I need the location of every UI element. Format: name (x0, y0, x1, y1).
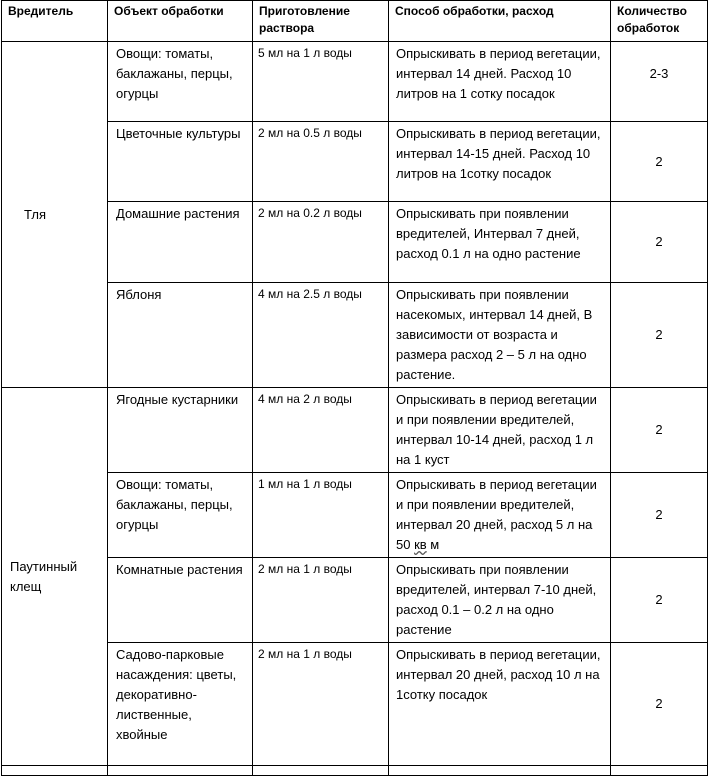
method-cell: Опрыскивать в период вегетации, интервал 14-15 дней. Расход 10 литров на 1сотку посадок (389, 122, 611, 202)
header-count: Количество обработок (611, 1, 708, 42)
object-cell: Овощи: томаты, баклажаны, перцы, огурцы (108, 473, 253, 558)
table-row (2, 388, 708, 473)
preparation-cell: 4 мл на 2.5 л воды (253, 283, 389, 388)
preparation-cell: 2 мл на 0.2 л воды (253, 202, 389, 283)
method-cell: Опрыскивать при появлении насекомых, интервал 14 дней, В зависимости от возраста и размера расход 2 – 5 л на одно растение. (389, 283, 611, 388)
table-row (2, 473, 708, 558)
table-row (2, 558, 708, 643)
object-cell: Комнатные растения (108, 558, 253, 643)
method-cell: Опрыскивать в период вегетации и при появлении вредителей, интервал 10-14 дней, расход 1 л на 1 куст (389, 388, 611, 473)
count-cell: 2 (611, 122, 708, 202)
preparation-cell: 2 мл на 1 л воды (253, 643, 389, 766)
object-cell: Яблоня (108, 283, 253, 388)
method-cell: Опрыскивать в период вегетации, интервал 20 дней, расход 10 л на 1сотку посадок (389, 643, 611, 766)
count-cell: 2 (611, 643, 708, 766)
method-text: Опрыскивать в период вегетации и при появлении вредителей, интервал 20 дней, расход 5 л на 50 (396, 477, 597, 552)
empty-cell (389, 766, 611, 776)
method-text-end: м (426, 537, 440, 552)
table-row (2, 202, 708, 283)
header-pest: Вредитель (2, 1, 108, 42)
header-method: Способ обработки, расход (389, 1, 611, 42)
object-cell: Цветочные культуры (108, 122, 253, 202)
preparation-cell: 2 мл на 0.5 л воды (253, 122, 389, 202)
object-cell: Овощи: томаты, баклажаны, перцы, огурцы (108, 42, 253, 122)
count-cell: 2 (611, 473, 708, 558)
method-cell: Опрыскивать при появлении вредителей, Интервал 7 дней, расход 0.1 л на одно растение (389, 202, 611, 283)
empty-cell (2, 766, 108, 776)
object-cell: Ягодные кустарники (108, 388, 253, 473)
table-row-partial (2, 766, 708, 776)
count-cell: 2 (611, 388, 708, 473)
pest-cell: Тля (2, 42, 108, 388)
header-preparation: Приготовление раствора (253, 1, 389, 42)
count-cell: 2 (611, 558, 708, 643)
count-cell: 2 (611, 283, 708, 388)
object-cell: Садово-парковые насаждения: цветы, декоративно-лиственные, хвойные (108, 643, 253, 766)
table-row (2, 643, 708, 766)
empty-cell (253, 766, 389, 776)
count-cell: 2-3 (611, 42, 708, 122)
preparation-cell: 2 мл на 1 л воды (253, 558, 389, 643)
count-cell: 2 (611, 202, 708, 283)
preparation-cell: 5 мл на 1 л воды (253, 42, 389, 122)
object-cell: Домашние растения (108, 202, 253, 283)
header-row (2, 1, 708, 42)
preparation-cell: 1 мл на 1 л воды (253, 473, 389, 558)
pest-cell: Паутинный клещ (2, 388, 108, 766)
treatment-table (1, 0, 708, 776)
method-cell (389, 473, 611, 558)
header-object: Объект обработки (108, 1, 253, 42)
empty-cell (108, 766, 253, 776)
table-row (2, 283, 708, 388)
method-unit: кв (414, 537, 427, 552)
table-row (2, 42, 708, 122)
preparation-cell: 4 мл на 2 л воды (253, 388, 389, 473)
method-cell: Опрыскивать при появлении вредителей, интервал 7-10 дней, расход 0.1 – 0.2 л на одно растение (389, 558, 611, 643)
method-cell: Опрыскивать в период вегетации, интервал 14 дней. Расход 10 литров на 1 сотку посадок (389, 42, 611, 122)
empty-cell (611, 766, 708, 776)
table-row (2, 122, 708, 202)
